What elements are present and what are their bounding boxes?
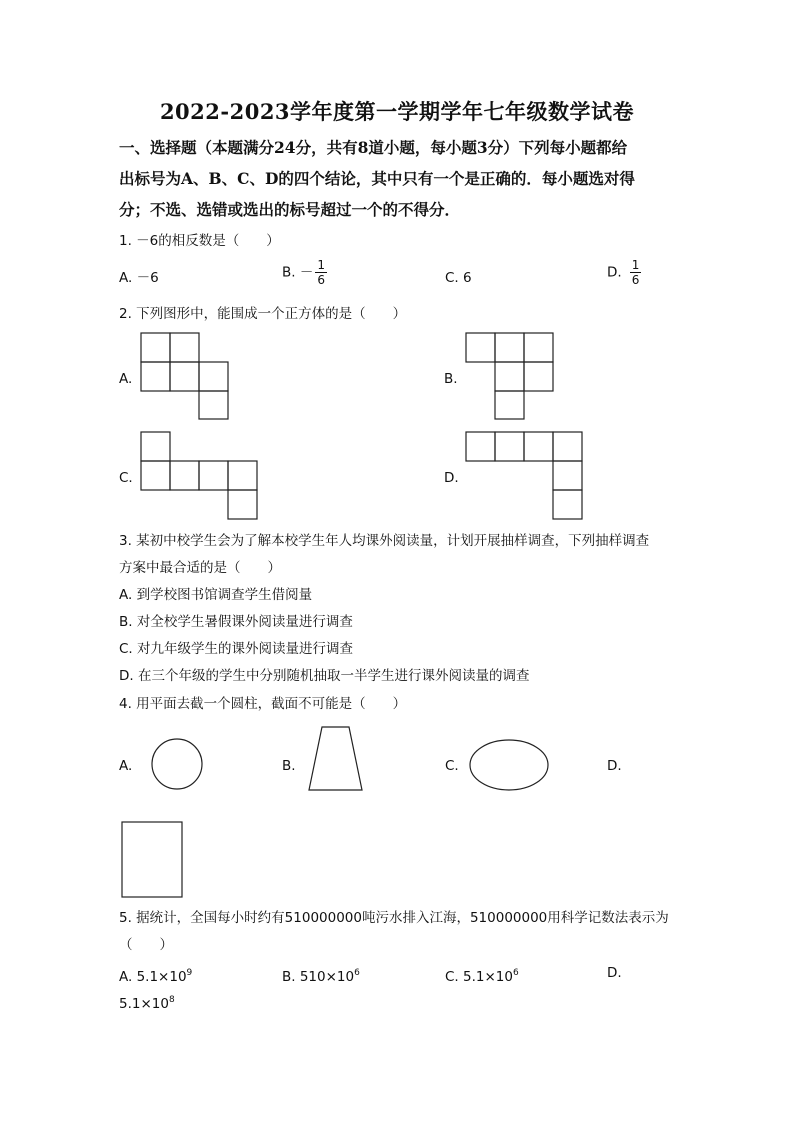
question-3-stem-line1: 3. 某初中校学生会为了解本校学生年人均课外阅读量，计划开展抽样调查，下列抽样调查 (119, 533, 650, 549)
section-instructions-line1: 一、选择题（本题满分24分，共有8道小题，每小题3分）下列每小题都给 (119, 138, 628, 157)
q5-c-exponent: 6 (512, 968, 519, 978)
q3-option-c: C. 对九年级学生的课外阅读量进行调查 (119, 641, 354, 657)
q2-net-c-figure (140, 431, 258, 521)
q1-option-d (607, 258, 641, 287)
q5-option-d-label: D. (607, 965, 622, 981)
q2-option-c-label: C. (119, 470, 133, 486)
q4-trapezoid-shape (308, 726, 364, 792)
question-5-stem-line1: 5. 据统计，全国每小时约有510000000吨污水排入江海，510000000用科学记数法表示为 (119, 910, 669, 926)
section-instructions-line3: 分；不选、选错或选出的标号超过一个的不得分． (119, 200, 461, 219)
q1-d-denominator: 6 (631, 273, 640, 287)
page-title: 2022-2023学年度第一学期学年七年级数学试卷 (159, 99, 635, 124)
q4-option-d-label: D. (607, 758, 622, 774)
q3-option-d: D. 在三个年级的学生中分别随机抽取一半学生进行课外阅读量的调查 (119, 668, 530, 684)
q2-net-b-figure (465, 332, 555, 420)
q1-b-denominator: 6 (317, 273, 325, 287)
question-3-stem-line2: 方案中最合适的是（ ） (119, 560, 281, 576)
q4-rectangle-shape (121, 821, 185, 899)
q5-c-base: C. 5.1×10 (445, 969, 513, 985)
q4-circle-shape (150, 738, 206, 792)
q1-option-b (282, 258, 327, 287)
question-1-stem: 1. －6的相反数是（ ） (119, 233, 280, 249)
q1-d-numerator: 1 (631, 258, 640, 272)
question-5-stem-line2: （ ） (119, 937, 173, 953)
q1-b-numerator: 1 (317, 258, 325, 272)
q5-d-exponent: 8 (168, 995, 175, 1005)
question-4-stem: 4. 用平面去截一个圆柱，截面不可能是（ ） (119, 696, 407, 712)
q5-d-base: 5.1×10 (119, 996, 169, 1012)
q2-net-a-figure (140, 332, 230, 420)
q1-option-b-fraction (315, 258, 327, 287)
q4-option-c-label: C. (445, 758, 459, 774)
q4-option-b-label: B. (282, 758, 296, 774)
q5-b-exponent: 6 (354, 968, 360, 978)
q5-option-d-value (119, 990, 175, 1014)
q1-option-a: A. －6 (119, 270, 159, 286)
question-2-stem: 2. 下列图形中，能围成一个正方体的是（ ） (119, 306, 407, 322)
q2-option-b-label: B. (444, 371, 458, 387)
q5-option-c (445, 963, 519, 987)
q5-option-b (282, 963, 360, 987)
q2-option-d-label: D. (444, 470, 459, 486)
q3-option-b: B. 对全校学生暑假课外阅读量进行调查 (119, 614, 353, 630)
section-instructions-line2: 出标号为A、B、C、D的四个结论，其中只有一个是正确的．每小题选对得 (119, 169, 635, 188)
q2-net-d-figure (465, 431, 583, 521)
q1-option-d-fraction (630, 258, 642, 287)
q4-option-a-label: A. (119, 758, 133, 774)
q1-option-d-prefix: D. (607, 264, 622, 281)
q5-a-base: A. 5.1×10 (119, 969, 187, 985)
q5-option-a (119, 963, 192, 987)
q5-a-exponent: 9 (186, 968, 193, 978)
q1-option-b-prefix: B. － (282, 264, 314, 281)
q1-option-c: C. 6 (445, 270, 472, 286)
q3-option-a: A. 到学校图书馆调查学生借阅量 (119, 587, 313, 603)
q4-ellipse-shape (469, 739, 551, 793)
q5-b-base: B. 510×10 (282, 969, 355, 985)
q2-option-a-label: A. (119, 371, 133, 387)
